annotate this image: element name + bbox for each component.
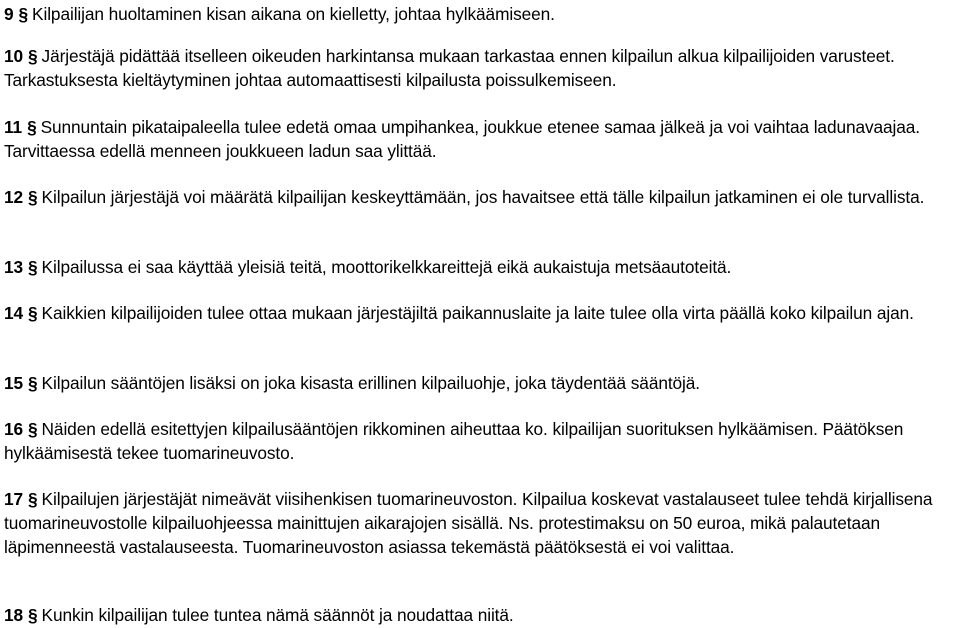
rule-number: 10 (4, 46, 24, 66)
section-sign: § (28, 605, 38, 625)
rule-text: Kilpailujen järjestäjät nimeävät viisihenkisen tuomarineuvoston. Kilpailua koskevat vastalauseet tulee tehdä kirjallisena tuomarineuvostolle kilpailuohjeessa mainittujen aikarajojen sisällä. Ns. protestimaksu on 50 euroa, mikä palautetaan läpimenneestä vastalauseesta. Tuomarineuvoston asiassa tekemästä päätöksestä ei voi valittaa. (4, 489, 933, 557)
rule-9 (4, 1, 555, 26)
rule-17 (4, 486, 956, 559)
rule-text: Kaikkien kilpailijoiden tulee ottaa mukaan järjestäjiltä paikannuslaite ja laite tulee olla virta päällä koko kilpailun ajan. (41, 303, 914, 323)
rule-18 (4, 602, 514, 627)
section-sign: § (28, 46, 38, 66)
rule-number: 18 (4, 605, 24, 625)
section-sign: § (28, 257, 38, 277)
rule-number: 13 (4, 257, 24, 277)
section-sign: § (28, 187, 38, 207)
rule-12 (4, 184, 924, 209)
section-sign: § (28, 419, 38, 439)
rule-text: Näiden edellä esitettyjen kilpailusääntöjen rikkominen aiheuttaa ko. kilpailijan suorituksen hylkäämisen. Päätöksen hylkäämisestä tekee tuomarineuvosto. (4, 419, 904, 463)
rule-11 (4, 114, 956, 163)
rule-text: Järjestäjä pidättää itselleen oikeuden harkintansa mukaan tarkastaa ennen kilpailun alkua kilpailijoiden varusteet. Tarkastuksesta kieltäytyminen johtaa automaattisesti kilpailusta poissulkemiseen. (4, 46, 895, 90)
rule-text: Kilpailijan huoltaminen kisan aikana on kielletty, johtaa hylkäämiseen. (32, 4, 555, 24)
rule-text: Kilpailussa ei saa käyttää yleisiä teitä, moottorikelkkareittejä eikä aukaistuja metsäautoteitä. (41, 257, 732, 277)
section-sign: § (28, 373, 38, 393)
rule-number: 17 (4, 489, 24, 509)
rule-13 (4, 254, 731, 279)
rule-number: 16 (4, 419, 24, 439)
rule-14 (4, 300, 914, 325)
rule-16 (4, 416, 956, 465)
rule-text: Sunnuntain pikataipaleella tulee edetä omaa umpihankea, joukkue etenee samaa jälkeä ja voi vaihtaa ladunavaajaa. Tarvittaessa edellä menneen joukkueen ladun saa ylittää. (4, 117, 921, 161)
section-sign: § (27, 117, 37, 137)
section-sign: § (28, 489, 38, 509)
section-sign: § (18, 4, 29, 24)
rule-10 (4, 43, 956, 92)
rule-number: 14 (4, 303, 24, 323)
rule-text: Kilpailun sääntöjen lisäksi on joka kisasta erillinen kilpailuohje, joka täydentää sääntöjä. (41, 373, 701, 393)
section-sign: § (28, 303, 38, 323)
rule-text: Kunkin kilpailijan tulee tuntea nämä säännöt ja noudattaa niitä. (41, 605, 514, 625)
rule-15 (4, 370, 700, 395)
rule-number: 12 (4, 187, 24, 207)
rule-number: 15 (4, 373, 24, 393)
rule-number: 9 (4, 4, 14, 24)
rule-number: 11 (4, 117, 23, 137)
rule-text: Kilpailun järjestäjä voi määrätä kilpailijan keskeyttämään, jos havaitsee että tälle kilpailun jatkaminen ei ole turvallista. (41, 187, 925, 207)
